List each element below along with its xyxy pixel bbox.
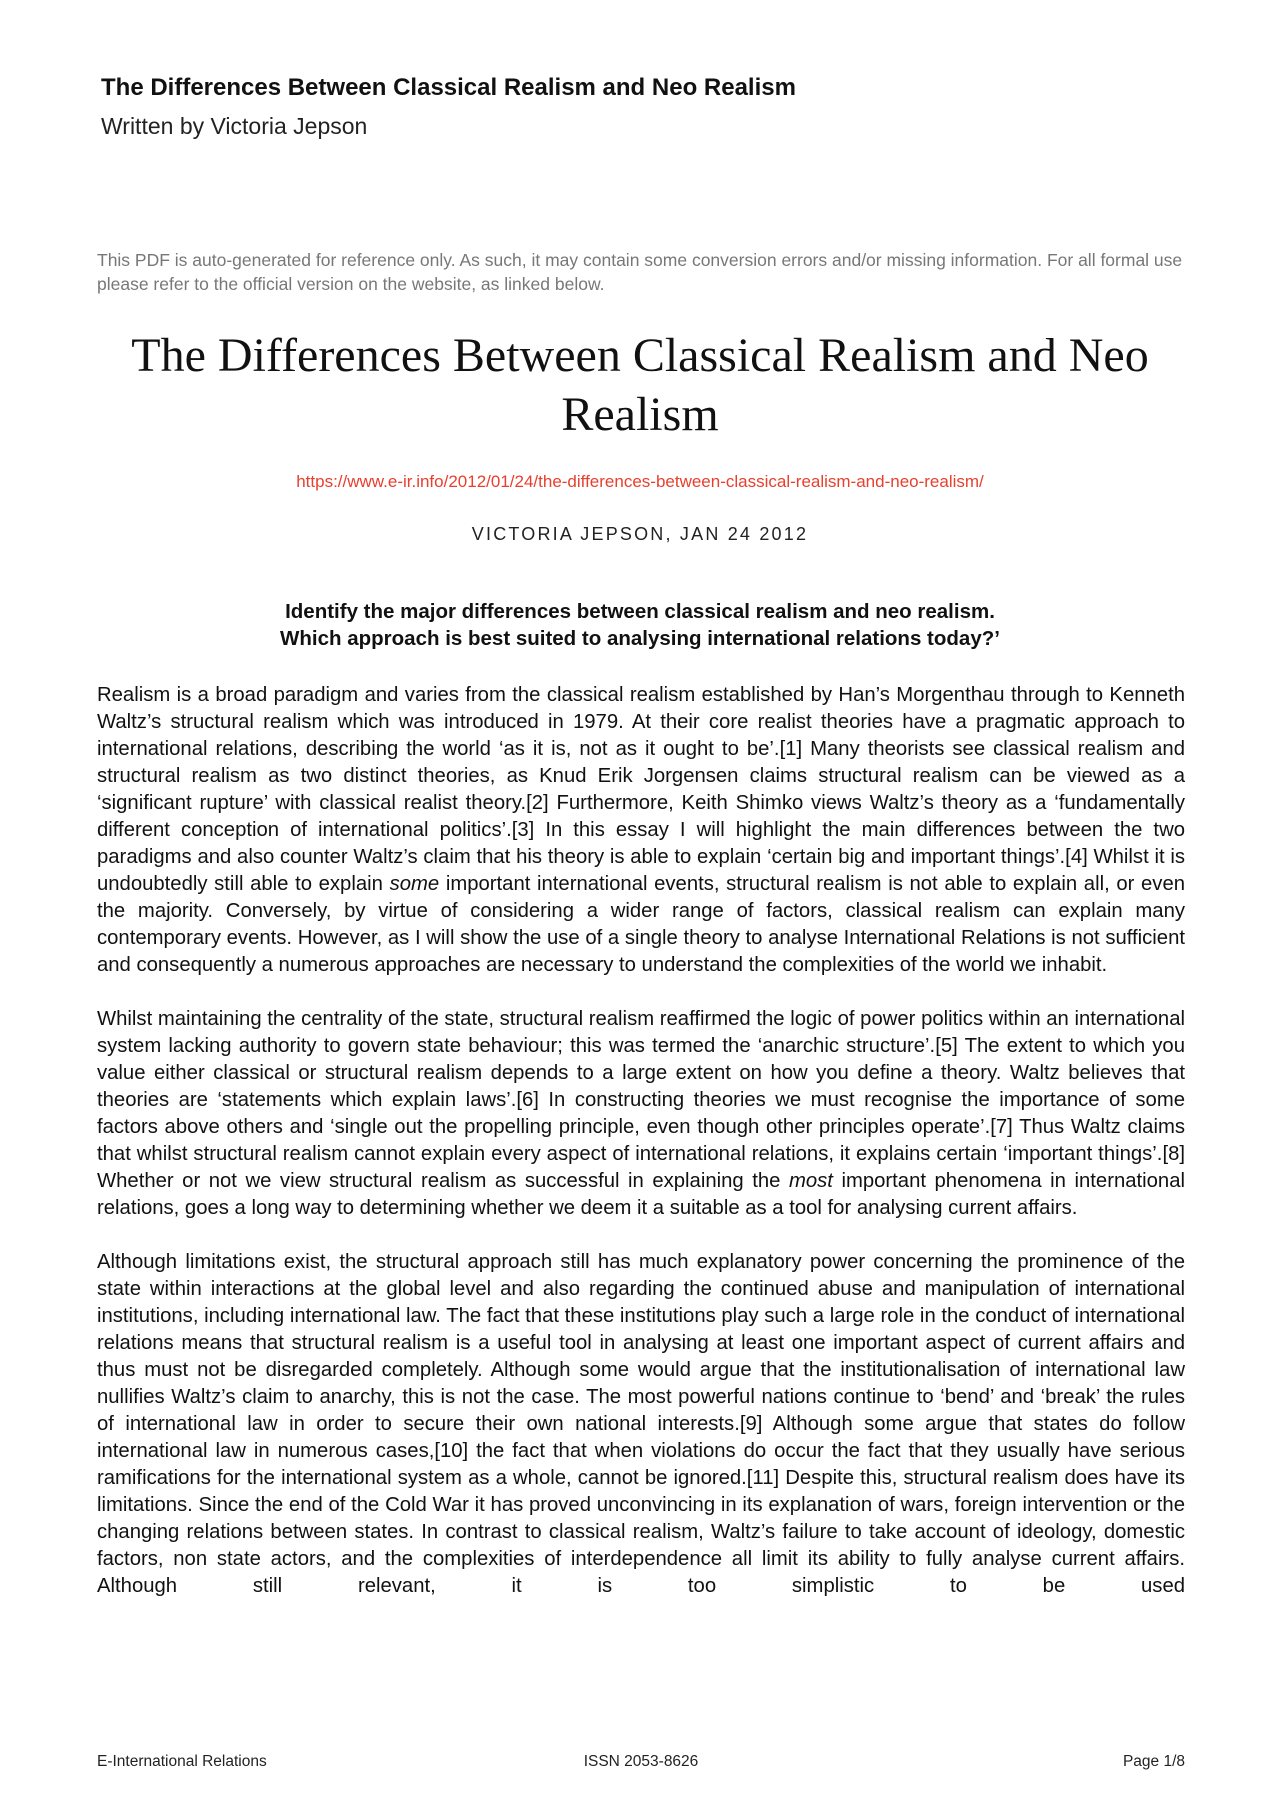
paragraph-text: important phenomena in international relations, goes a long way to determining whether we deem it a suitable as a tool for analysing current affairs. [97,1170,1185,1219]
article-source-link[interactable]: https://www.e-ir.info/2012/01/24/the-differences-between-classical-realism-and-neo-realism/ [296,472,984,491]
pdf-disclaimer: This PDF is auto-generated for reference only. As such, it may contain some conversion errors and/or missing information. For all formal use please refer to the official version on the website, as linked below. [97,250,1183,294]
page-footer [97,1753,1185,1775]
article-title: The Differences Between Classical Realism and Neo Realism [131,329,1149,441]
body-paragraph-3: Although limitations exist, the structural approach still has much explanatory power concerning the prominence of the state within interactions at the global level and also regarding the continued abuse and manipulation of international institutions, including international law. The fact that these institutions play such a large role in the conduct of international relations means that structural realism is a useful tool in analysing at least one important aspect of current affairs and thus must not be disregarded completely. Although some would argue that the institutionalisation of international law nullifies Waltz’s claim to anarchy, this is not the case. The most powerful nations continue to ‘bend’ and ‘break’ the rules of international law in order to secure their own national interests.[9] Although some argue that states do follow international law in numerous cases,[10] the fact that when violations do occur the fact that they usually have serious ramifications for the international system as a whole, cannot be ignored.[11] Despite this, structural realism does have its limitations. Since the end of the Cold War it has proved unconvincing in its explanation of wars, foreign intervention or the changing relations between states. In contrast to classical realism, Waltz’s failure to take account of ideology, domestic factors, non state actors, and the complexities of interdependence all limit its ability to fully analyse current affairs. Although still relevant, it is too simplistic to be used [97,1251,1185,1597]
essay-question [100,598,1180,652]
body-paragraph-2 [97,1006,1185,1222]
article-byline: VICTORIA JEPSON, JAN 24 2012 [471,524,809,544]
body-paragraph-1 [97,682,1185,979]
article-body [97,682,1185,1627]
footer-page-number: Page 1/8 [1122,1753,1185,1770]
emphasis-text: some [389,873,440,895]
running-header-title: The Differences Between Classical Realism and Neo Realism [101,74,796,101]
essay-question-line-2: Which approach is best suited to analysing international relations today?’ [280,627,1000,650]
footer-issn: ISSN 2053-8626 [583,1753,699,1770]
paragraph-text: important international events, structural realism is not able to explain all, or even the majority. Conversely, by virtue of considering a wider range of factors, classical realism can explain many contemporary events. However, as I will show the use of a single theory to analyse International Relations is not sufficient and consequently a numerous approaches are necessary to understand the complexities of the world we inhabit. [97,873,1186,976]
essay-question-line-1: Identify the major differences between classical realism and neo realism. [285,600,995,623]
footer-publisher: E-International Relations [97,1753,267,1770]
paragraph-text: Realism is a broad paradigm and varies from the classical realism established by Han’s Morgenthau through to Kenneth Waltz’s structural realism which was introduced in 1979. At their core realist theories have a pragmatic approach to international relations, describing the world ‘as it is, not as it ought to be’.[1] Many theorists see classical realism and structural realism as two distinct theories, as Knud Erik Jorgensen claims structural realism can be viewed as a ‘significant rupture’ with classical realist theory.[2] Furthermore, Keith Shimko views Waltz’s theory as a ‘fundamentally different conception of international politics’.[3] In this essay I will highlight the main differences between the two paradigms and also counter Waltz’s claim that his theory is able to explain ‘certain big and important things’.[4] Whilst it is undoubtedly still able to explain [97,684,1185,895]
emphasis-text: most [788,1170,833,1192]
running-header-author: Written by Victoria Jepson [101,113,368,139]
paragraph-text: Whilst maintaining the centrality of the state, structural realism reaffirmed the logic of power politics within an international system lacking authority to govern state behaviour; this was termed the ‘anarchic structure’.[5] The extent to which you value either classical or structural realism depends to a large extent on how you define a theory. Waltz believes that theories are ‘statements which explain laws’.[6] In constructing theories we must recognise the importance of some factors above others and ‘single out the propelling principle, even though other principles operate’.[7] Thus Waltz claims that whilst structural realism cannot explain every aspect of international relations, it explains certain ‘important things’.[8] Whether or not we view structural realism as successful in explaining the [97,1008,1185,1192]
